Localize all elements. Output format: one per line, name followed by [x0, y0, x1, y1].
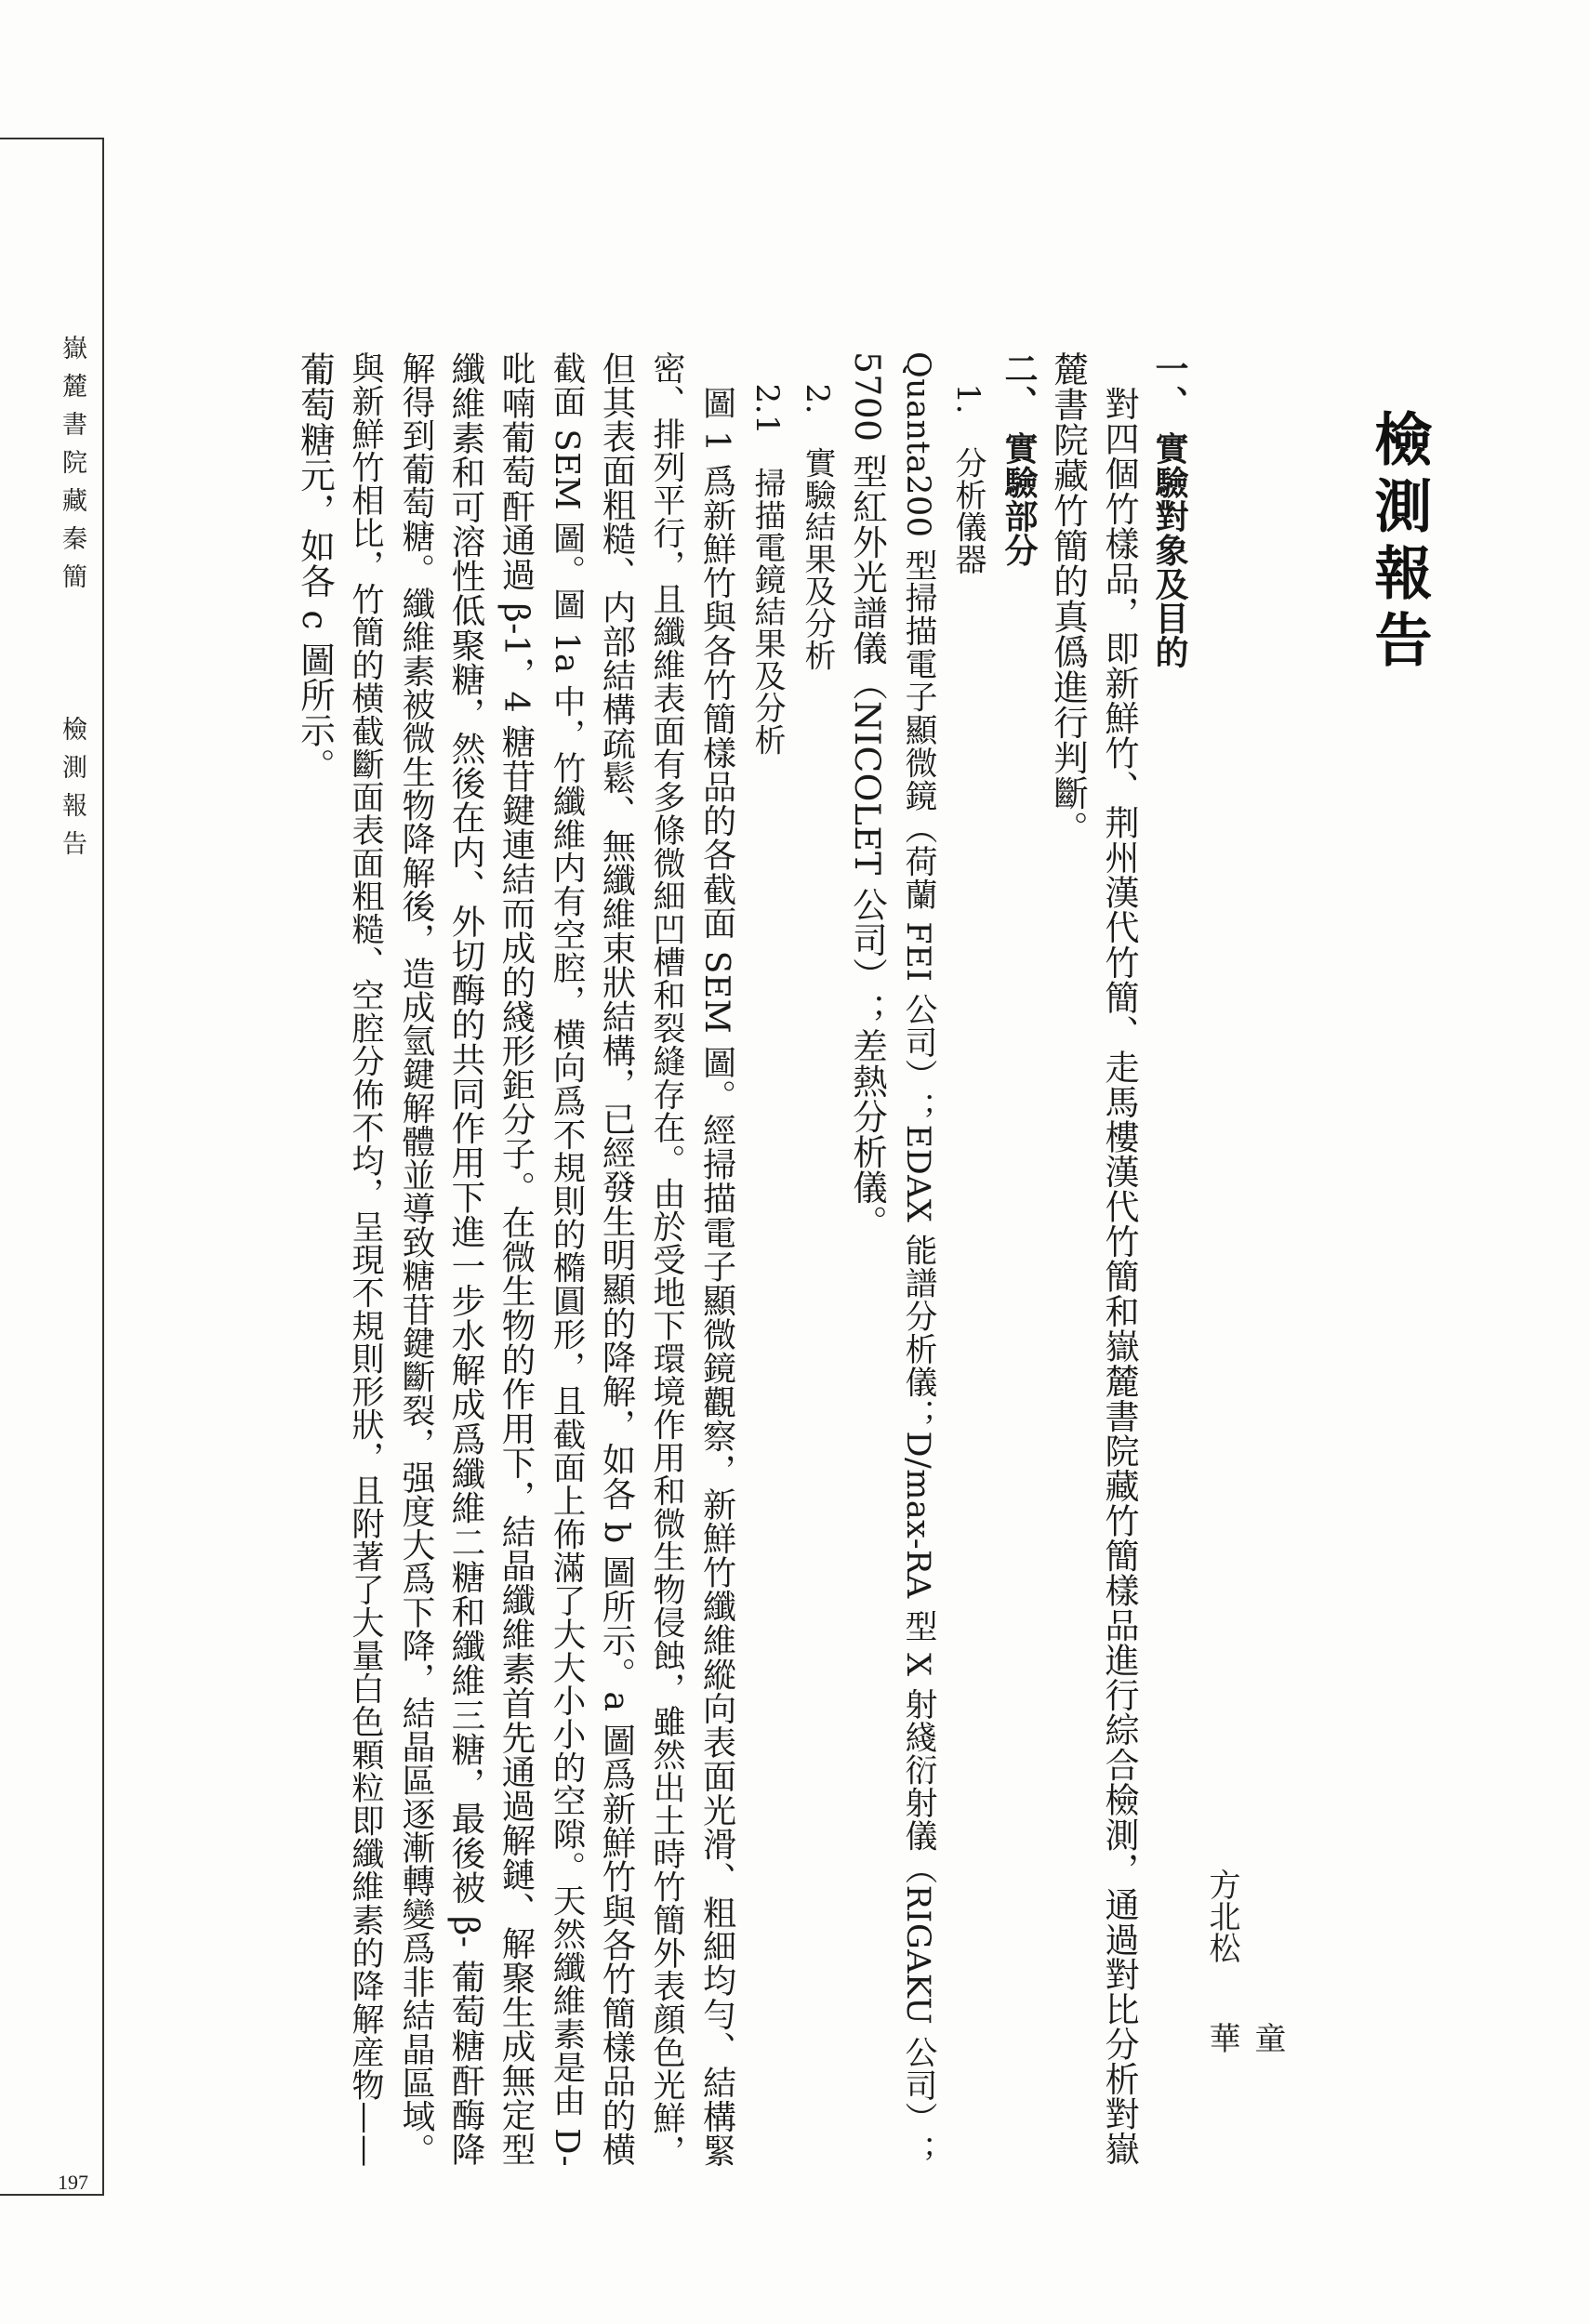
text-line-9: 吡喃葡萄酐通過 β-1，4 糖苷鍵連結而成的綫形鉅分子。在微生物的作用下，結晶纖維素首先通過解鏈、解聚生成無定型	[497, 351, 536, 2167]
text-line-7: 但其表面粗糙、内部結構疏鬆、無纖維束狀結構，已經發生明顯的降解，如各 b 圖所示。a 圖爲新鮮竹與各竹簡樣品的横	[597, 351, 637, 2167]
text-line-11: 解得到葡萄糖。纖維素被微生物降解後，造成氫鍵解體並導致糖苷鍵斷裂，强度大爲下降，結晶區逐漸轉變爲非結晶區域。	[397, 351, 435, 2167]
text-line-6: 密、排列平行，且纖維表面有多條微細凹槽和裂縫存在。由於受地下環境作用和微生物侵蝕，雖然出土時竹簡外表顔色光鮮，	[648, 351, 686, 2168]
section-heading-2: 二、 實驗部分	[1000, 351, 1038, 568]
subsection-heading-2-1: 2.1 掃描電鏡結果及分析	[748, 351, 786, 757]
author-2: 童 華	[1203, 2022, 1286, 2085]
text-line-10: 纖維素和可溶性低聚糖，然後在内、外切酶的共同作用下進一步水解成爲纖維二糖和纖維三糖，最後被 β- 葡萄糖酐酶降	[446, 351, 486, 2167]
author-1: 方北松	[1203, 1868, 1240, 1963]
page-number: 197	[58, 2171, 88, 2194]
text-line-2: 麓書院藏竹簡的真僞進行判斷。	[1048, 351, 1089, 846]
text-line-4: 5700 型紅外光譜儀（NICOLET 公司）；差熱分析儀。	[847, 351, 888, 1241]
page-title: 檢測報告	[1365, 409, 1433, 677]
running-head-book: 嶽麓書院藏秦簡	[58, 335, 86, 601]
text-line-12: 與新鮮竹相比，竹簡的横截斷面表面粗糙、空腔分佈不均，呈現不規則形狀，且附著了大量白色顆粒即纖維素的降解産物——	[347, 351, 385, 2168]
author-block	[1199, 1868, 1286, 2085]
text-line-1: 對四個竹樣品，即新鮮竹、荆州漢代竹簡、走馬樓漢代竹簡和嶽麓書院藏竹簡樣品進行綜合檢測，通過對比分析對嶽	[1099, 351, 1139, 2167]
text-line-3: Quanta200 型掃描電子顯微鏡（荷蘭 FEI 公司）；EDAX 能譜分析儀；D/max-RA 型 X 射綫衍射儀（RIGAKU 公司）；	[899, 351, 936, 2168]
text-line-5: 圖 1 爲新鮮竹與各竹簡樣品的各截面 SEM 圖。經掃描電子顯微鏡觀察，新鮮竹纖維縱向表面光滑、粗細均勻、結構緊	[697, 351, 736, 2168]
running-head-chapter: 檢測報告	[58, 716, 86, 868]
subsection-heading-1: 1. 分析儀器	[949, 351, 987, 575]
subsection-heading-2: 2. 實驗結果及分析	[799, 351, 836, 671]
text-line-8: 截面 SEM 圖。圖 1a 中，竹纖維内有空腔，横向爲不規則的橢圓形，且截面上佈滿了大大小小的空隙。天然纖維素是由 D-	[548, 351, 586, 2168]
section-heading-1: 一、 實驗對象及目的	[1150, 351, 1188, 669]
text-line-13: 葡萄糖元，如各 c 圖所示。	[295, 351, 336, 784]
